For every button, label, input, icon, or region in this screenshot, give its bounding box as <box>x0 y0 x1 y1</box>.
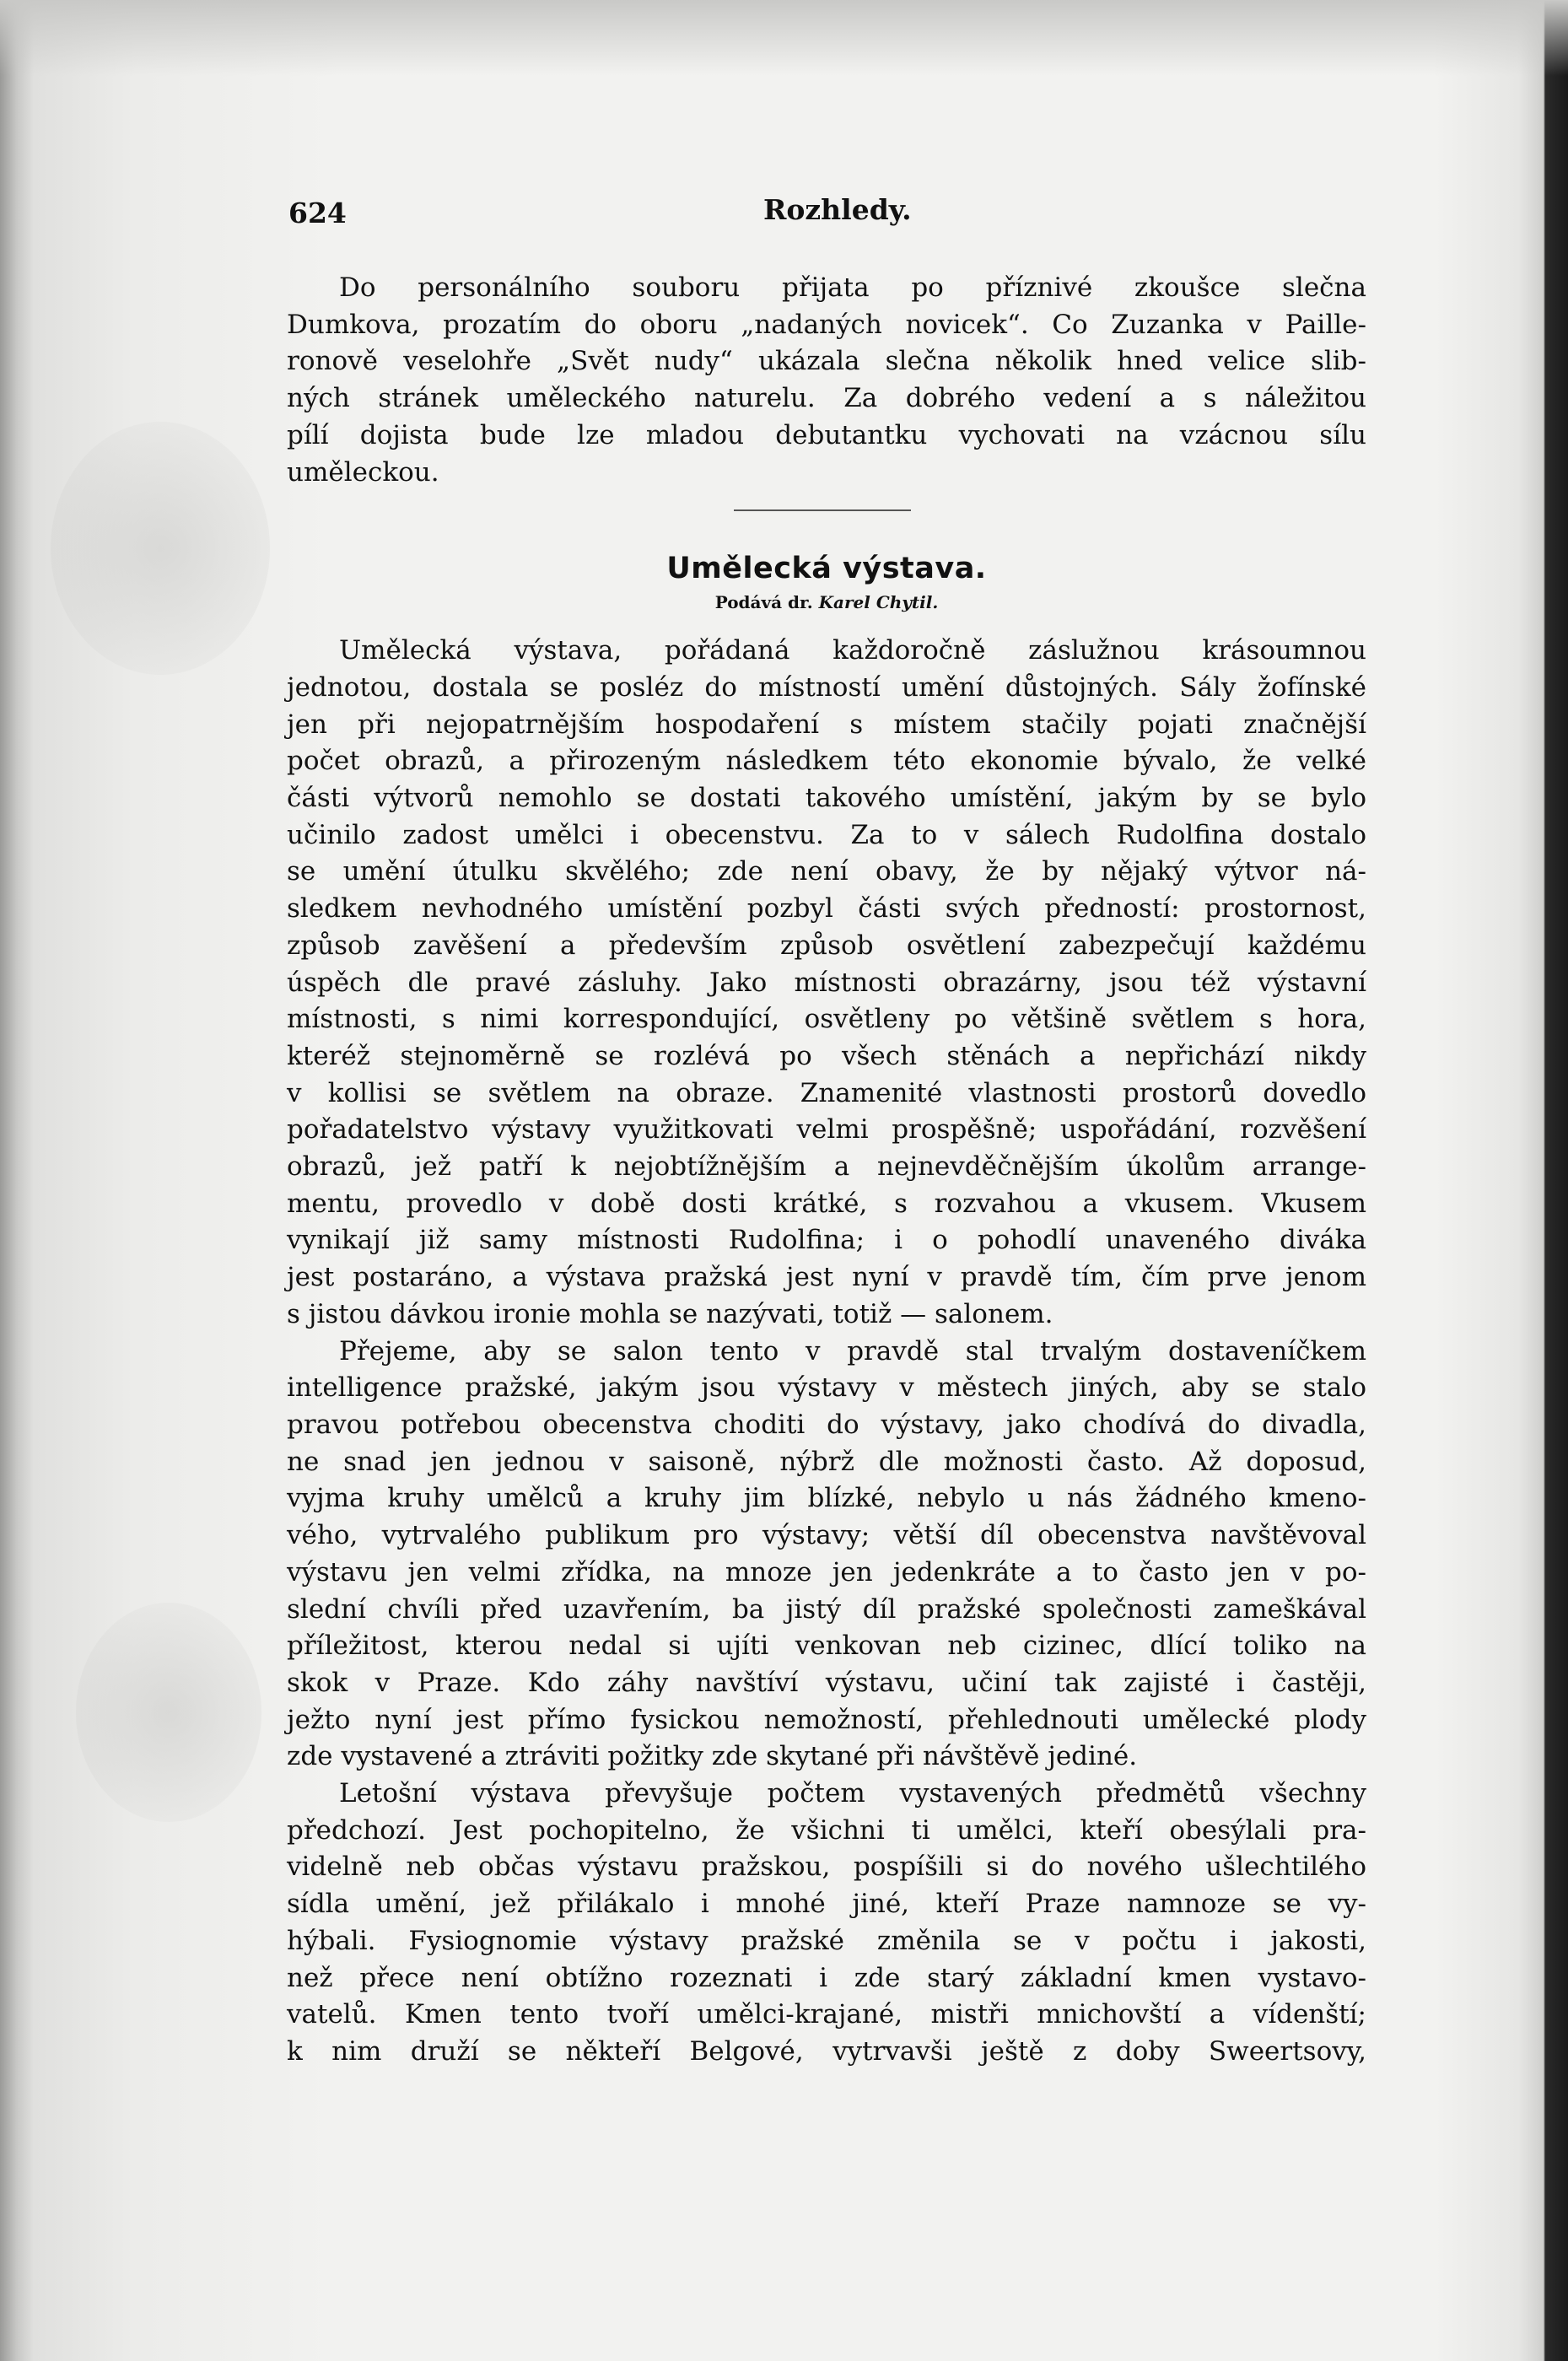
section-divider <box>734 509 911 511</box>
article-paragraph-3 <box>287 1776 1366 2071</box>
article-paragraph-1 <box>287 633 1366 1333</box>
text-line: v kollisi se světlem na obraze. Znamenité vlastnosti prostorů dovedlo <box>287 1077 1366 1108</box>
text-line: Do personálního souboru přijata po příznivé zkoušce slečna <box>339 272 1366 303</box>
text-line: vynikají již samy místnosti Rudolfina; i o pohodlí unaveného diváka <box>287 1225 1366 1256</box>
text-line: skok v Praze. Kdo záhy navštíví výstavu, učiní tak zajisté i častěji, <box>287 1667 1366 1698</box>
text-line: sídla umění, jež přilákalo i mnohé jiné, kteří Praze namnoze se vy- <box>287 1889 1366 1920</box>
text-line: se umění útulku skvělého; zde není obavy, že by nějaký výtvor ná- <box>287 856 1366 887</box>
text-line: části výtvorů nemohlo se dostati takového umístění, jakým by se bylo <box>287 783 1366 814</box>
byline-author: Karel Chytil. <box>818 592 939 613</box>
article-paragraph-2 <box>287 1334 1366 1776</box>
text-line: Dumkova, prozatím do oboru „nadaných novicek“. Co Zuzanka v Paille- <box>287 309 1366 340</box>
scan-stain <box>76 1603 261 1822</box>
text-line: ježto nyní jest přímo fysickou nemožností, přehlednouti umělecké plody <box>287 1704 1366 1735</box>
text-line: jen při nejopatrnějším hospodaření s místem stačily pojati značnější <box>287 709 1366 740</box>
text-line: intelligence pražské, jakým jsou výstavy v městech jiných, aby se stalo <box>287 1372 1366 1404</box>
text-line: mentu, provedlo v době dosti krátké, s rozvahou a vkusem. Vkusem <box>287 1188 1366 1219</box>
text-line: ne snad jen jednou v saisoně, nýbrž dle možnosti často. Až doposud, <box>287 1446 1366 1477</box>
text-line: počet obrazů, a přirozeným následkem této ekonomie bývalo, že velké <box>287 746 1366 777</box>
text-line: s jistou dávkou ironie mohla se nazývati, totiž — salonem. <box>287 1298 1053 1329</box>
text-line: ných stránek uměleckého naturelu. Za dobrého vedení a s náležitou <box>287 383 1366 414</box>
text-line: sledkem nevhodného umístění pozbyl části svých předností: prostornost, <box>287 893 1366 924</box>
book-page <box>287 181 1366 2071</box>
scan-stain <box>51 422 270 675</box>
text-line: místnosti, s nimi korrespondující, osvětleny po většině světlem s hora, <box>287 1004 1366 1035</box>
text-line: Umělecká výstava, pořádaná každoročně záslužnou krásoumnou <box>339 635 1366 666</box>
text-line: slední chvíli před uzavřením, ba jistý díl pražské společnosti zameškával <box>287 1593 1366 1625</box>
text-line: kteréž stejnoměrně se rozlévá po všech stěnách a nepřichází nikdy <box>287 1040 1366 1071</box>
page-top-shadow <box>0 0 1568 76</box>
text-line: ronově veselohře „Svět nudy“ ukázala slečna několik hned velice slib- <box>287 346 1366 377</box>
text-line: zde vystavené a ztráviti požitky zde skytané při návštěvě jediné. <box>287 1741 1138 1772</box>
page-number: 624 <box>288 197 347 229</box>
text-line: k nim druží se někteří Belgové, vytrvavši ještě z doby Sweertsovy, <box>287 2035 1366 2067</box>
text-line: videlně neb občas výstavu pražskou, pospíšili si do nového ušlechtilého <box>287 1852 1366 1883</box>
text-line: vého, vytrvalého publikum pro výstavy; větší díl obecenstva navštěvoval <box>287 1520 1366 1551</box>
text-line: úspěch dle pravé zásluhy. Jako místnosti obrazárny, jsou též výstavní <box>287 967 1366 998</box>
intro-paragraph <box>287 270 1366 491</box>
page-left-shadow <box>0 0 34 2361</box>
running-title: Rozhledy. <box>763 193 912 226</box>
text-line: příležitost, kterou nedal si ujíti venkovan neb cizinec, dlící toliko na <box>287 1631 1366 1662</box>
text-line: jednotou, dostala se posléz do místností umění důstojných. Sály žofínské <box>287 671 1366 703</box>
text-line: než přece není obtížno rozeznati i zde starý základní kmen vystavo- <box>287 1962 1366 1993</box>
text-line: uměleckou. <box>287 456 439 488</box>
text-line: vatelů. Kmen tento tvoří umělci-krajané, mistři mnichovští a vídenští; <box>287 1999 1366 2030</box>
article-title: Umělecká výstava. <box>666 552 987 586</box>
text-line: způsob zavěšení a především způsob osvětlení zabezpečují každému <box>287 930 1366 961</box>
text-line: pravou potřebou obecenstva choditi do výstavy, jako chodívá do divadla, <box>287 1409 1366 1440</box>
text-line: obrazů, jež patří k nejobtížnějším a nejnevděčnějším úkolům arrange- <box>287 1151 1366 1183</box>
text-line: předchozí. Jest pochopitelno, že všichni ti umělci, kteří obesýlali pra- <box>287 1814 1366 1846</box>
byline-prefix: Podává dr. <box>714 592 813 613</box>
text-line: pílí dojista bude lze mladou debutantku vychovati na vzácnou sílu <box>287 419 1366 450</box>
text-line: Letošní výstava převyšuje počtem vystavených předmětů všechny <box>339 1778 1366 1809</box>
text-line: vyjma kruhy umělců a kruhy jim blízké, nebylo u nás žádného kmeno- <box>287 1483 1366 1514</box>
text-line: výstavu jen velmi zřídka, na mnoze jen jedenkráte a to často jen v po- <box>287 1556 1366 1587</box>
article-byline <box>287 592 1366 612</box>
text-line: hýbali. Fysiognomie výstavy pražské změnila se v počtu i jakosti, <box>287 1925 1366 1956</box>
text-line: Přejeme, aby se salon tento v pravdě stal trvalým dostaveníčkem <box>339 1335 1366 1366</box>
running-header <box>287 181 1366 232</box>
text-line: pořadatelstvo výstavy využitkovati velmi prospěšně; uspořádání, rozvěšení <box>287 1114 1366 1145</box>
text-line: jest postaráno, a výstava pražská jest nyní v pravdě tím, čím prve jenom <box>287 1262 1366 1293</box>
text-line: učinilo zadost umělci i obecenstvu. Za to v sálech Rudolfina dostalo <box>287 819 1366 850</box>
